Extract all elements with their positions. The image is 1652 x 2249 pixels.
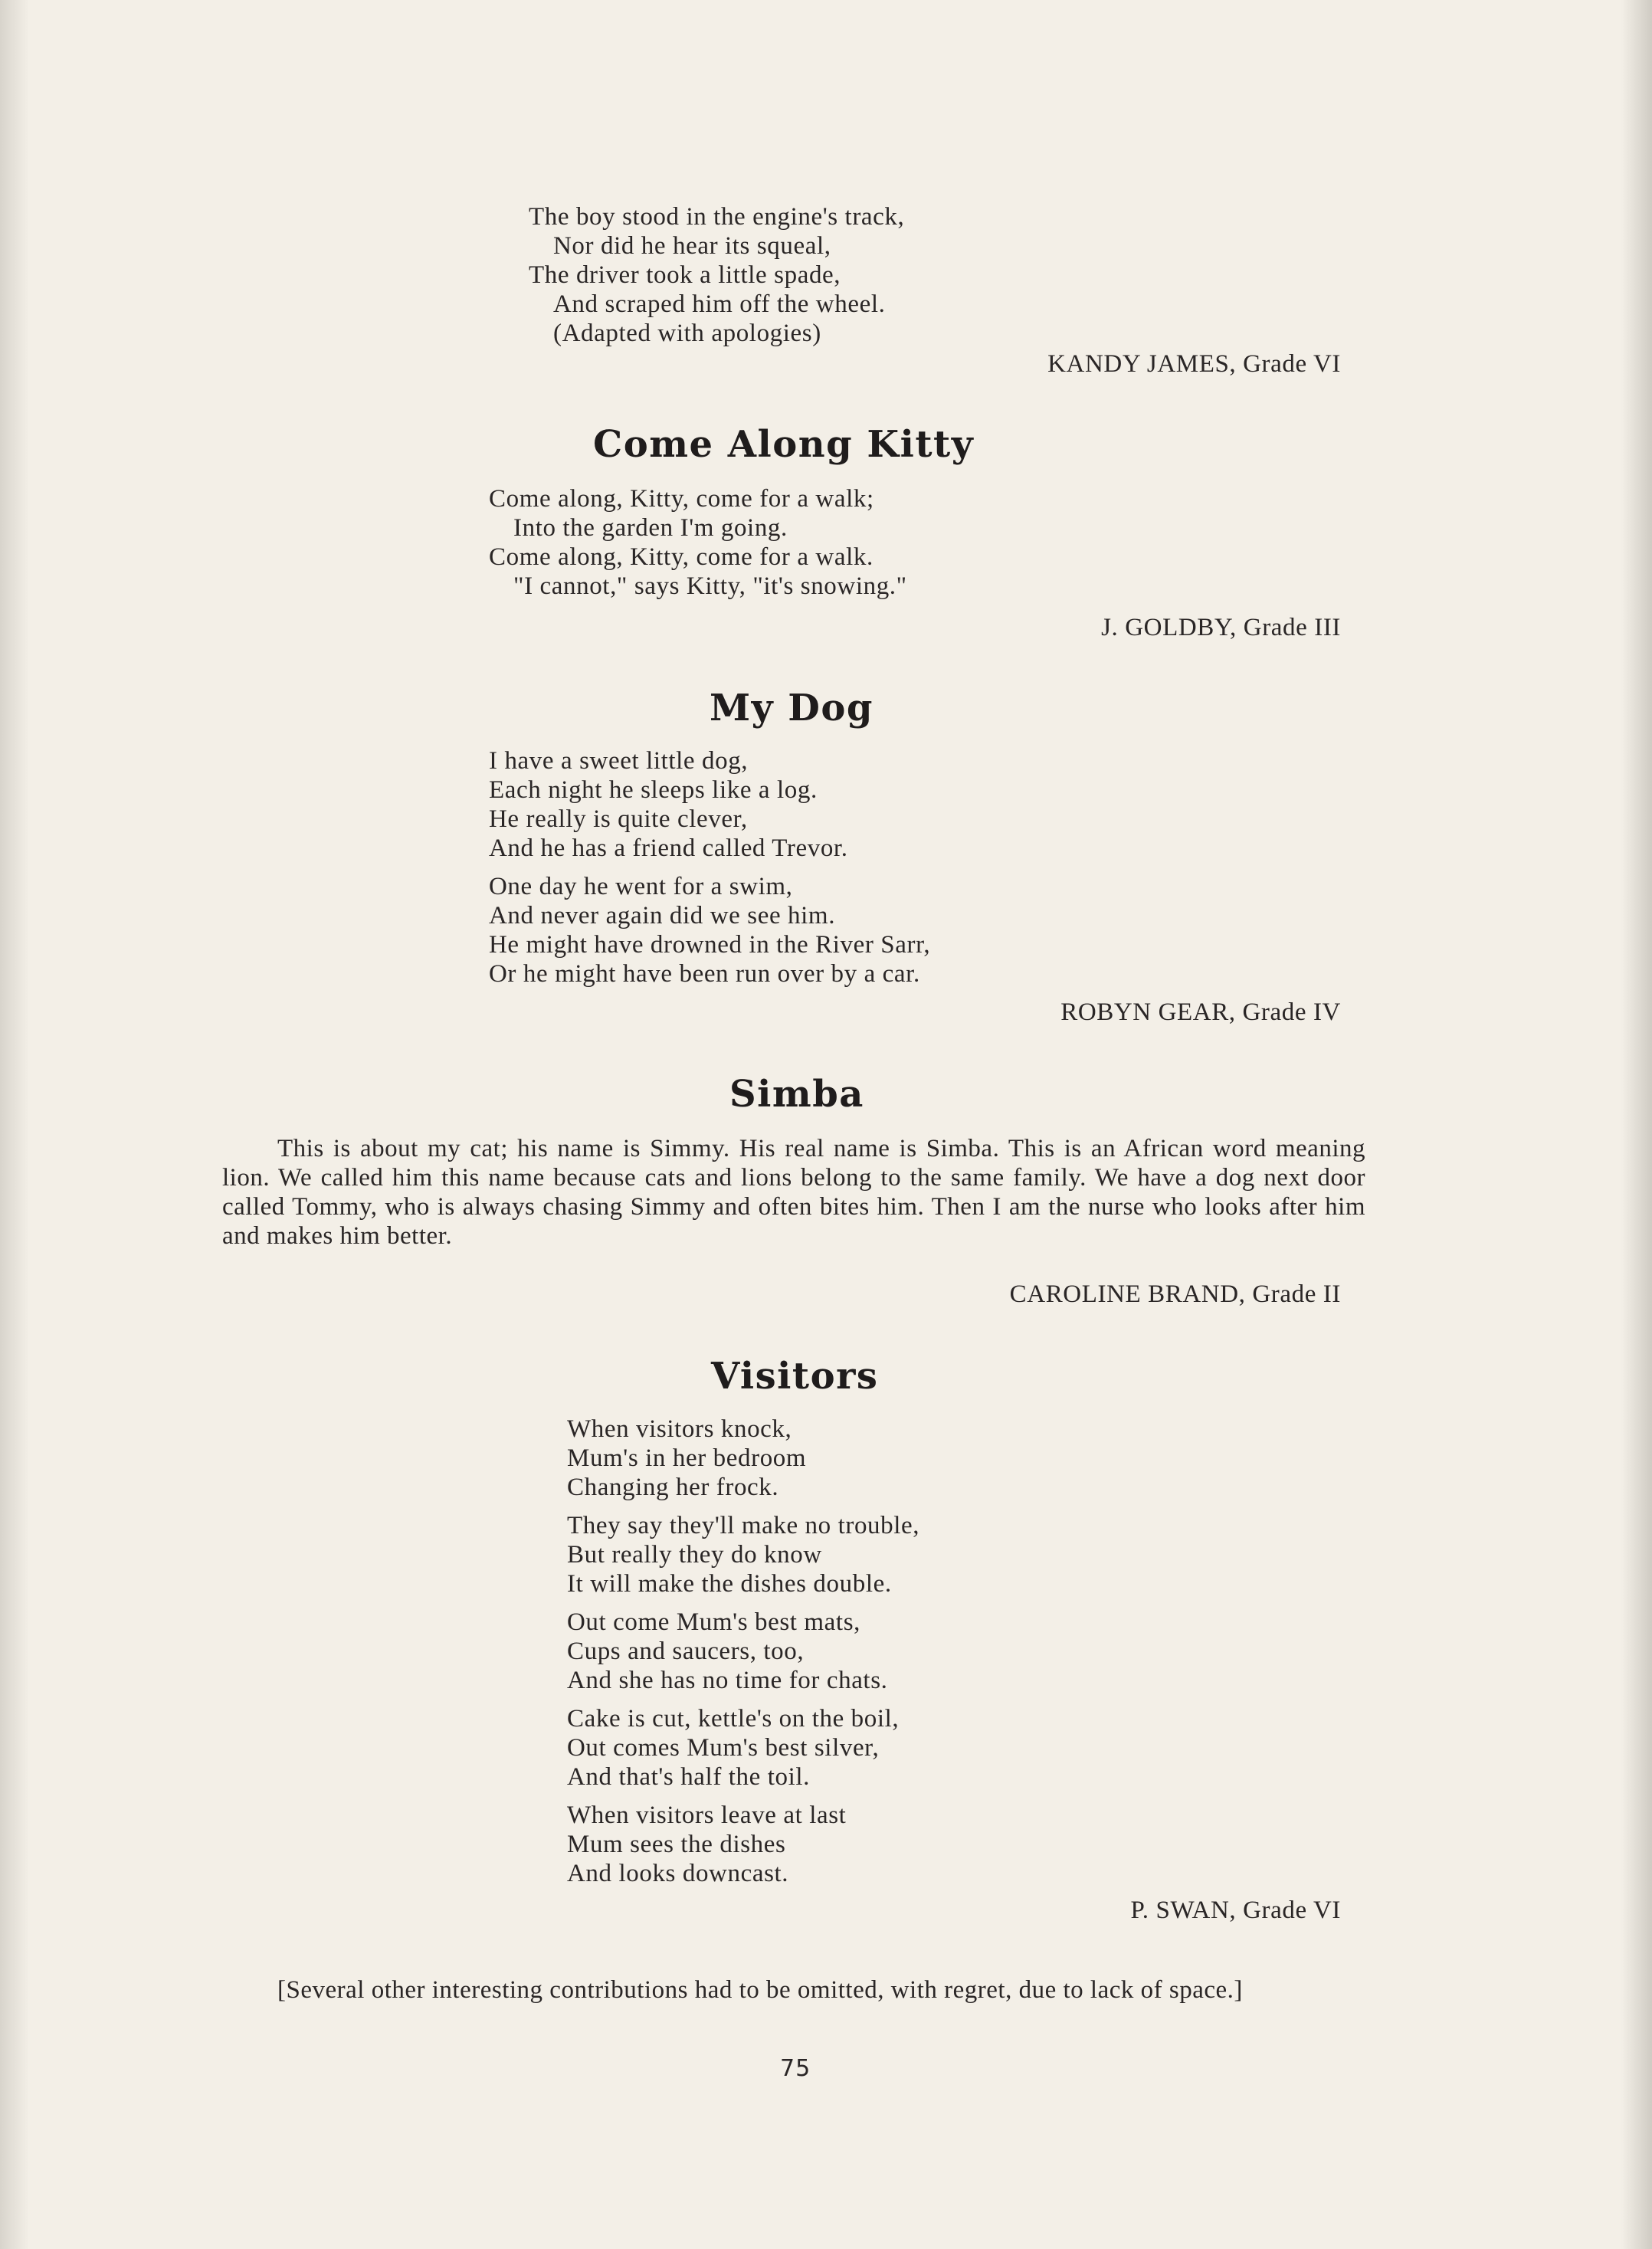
poem1-line-2: Nor did he hear its squeal,: [553, 232, 831, 260]
poem2-line-4: "I cannot," says Kitty, "it's snowing.": [513, 572, 907, 600]
poem3-line-4: And he has a friend called Trevor.: [489, 834, 848, 862]
poem2-title: Come Along Kitty: [593, 423, 975, 466]
poem3-line-2: Each night he sleeps like a log.: [489, 776, 818, 804]
poem2-line-1: Come along, Kitty, come for a walk;: [489, 485, 874, 513]
poem3-line-7: He might have drowned in the River Sarr,: [489, 931, 931, 959]
poem1-line-3: The driver took a little spade,: [529, 261, 841, 289]
poem3-line-6: And never again did we see him.: [489, 902, 836, 929]
poem4-line-11: Out comes Mum's best silver,: [567, 1734, 880, 1762]
story-text: This is about my cat; his name is Simmy. His real name is Simba. This is an African word meaning lion. We called him this name because cats and lions belong to the same family. We have a dog next door called Tommy, who is always chasing Simmy and often bites him. Then I am the nurse who looks after him and makes him better.: [222, 1135, 1365, 1250]
poem4-line-13: When visitors leave at last: [567, 1801, 847, 1829]
poem3-line-3: He really is quite clever,: [489, 805, 748, 833]
poem3-author: ROBYN GEAR, Grade IV: [1060, 998, 1341, 1026]
poem4-line-9: And she has no time for chats.: [567, 1667, 888, 1694]
story-author: CAROLINE BRAND, Grade II: [1009, 1280, 1341, 1308]
poem3-line-1: I have a sweet little dog,: [489, 747, 749, 775]
poem3-line-8: Or he might have been run over by a car.: [489, 960, 920, 988]
story-title: Simba: [729, 1073, 864, 1116]
poem4-line-14: Mum sees the dishes: [567, 1831, 786, 1858]
poem4-line-3: Changing her frock.: [567, 1474, 779, 1501]
poem4-line-10: Cake is cut, kettle's on the boil,: [567, 1705, 900, 1733]
poem4-line-15: And looks downcast.: [567, 1860, 789, 1887]
poem1-author: KANDY JAMES, Grade VI: [1047, 350, 1341, 378]
page-number: 75: [780, 2055, 811, 2082]
poem3-title: My Dog: [710, 687, 874, 729]
poem2-line-2: Into the garden I'm going.: [513, 514, 788, 542]
poem3-line-5: One day he went for a swim,: [489, 873, 793, 900]
page-binding-shadow: [0, 0, 29, 2249]
poem4-line-7: Out come Mum's best mats,: [567, 1608, 860, 1636]
poem2-line-3: Come along, Kitty, come for a walk.: [489, 543, 874, 571]
poem4-line-6: It will make the dishes double.: [567, 1570, 892, 1598]
page-edge-shadow: [1621, 0, 1652, 2249]
poem4-line-12: And that's half the toil.: [567, 1763, 810, 1791]
poem4-line-1: When visitors knock,: [567, 1415, 792, 1443]
poem4-title: Visitors: [711, 1355, 879, 1398]
poem1-line-1: The boy stood in the engine's track,: [529, 203, 905, 231]
poem1-line-5: (Adapted with apologies): [553, 320, 821, 347]
poem1-line-4: And scraped him off the wheel.: [553, 290, 886, 318]
poem4-line-4: They say they'll make no trouble,: [567, 1512, 920, 1539]
poem4-line-2: Mum's in her bedroom: [567, 1444, 807, 1472]
poem4-line-8: Cups and saucers, too,: [567, 1638, 805, 1665]
poem4-line-5: But really they do know: [567, 1541, 822, 1569]
editor-note: [Several other interesting contributions had to be omitted, with regret, due to lack of space.]: [277, 1976, 1243, 2004]
poem4-author: P. SWAN, Grade VI: [1130, 1897, 1341, 1924]
poem2-author: J. GOLDBY, Grade III: [1101, 614, 1341, 641]
